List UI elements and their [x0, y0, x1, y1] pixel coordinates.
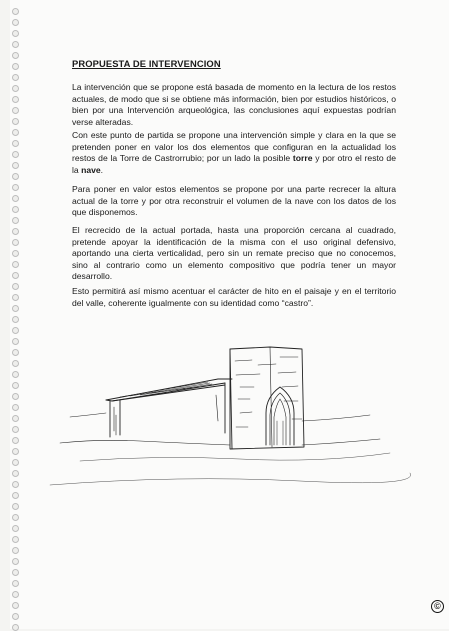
- binder-hole: [12, 239, 19, 246]
- binder-hole: [12, 96, 19, 103]
- binder-hole: [12, 371, 19, 378]
- binder-hole: [12, 470, 19, 477]
- paragraph-2-bold-torre: torre: [292, 153, 313, 164]
- binder-hole: [12, 140, 19, 147]
- binder-hole: [12, 349, 19, 356]
- binder-hole: [12, 360, 19, 367]
- binder-hole: [12, 404, 19, 411]
- nave-walls: [110, 383, 225, 437]
- copyright-mark: ©: [431, 600, 444, 613]
- binder-hole: [12, 415, 19, 422]
- paragraph-2-text-c: .: [100, 164, 104, 175]
- binder-hole: [12, 503, 19, 510]
- binder-hole: [12, 52, 19, 59]
- ground-line: [60, 440, 230, 445]
- binder-hole: [12, 118, 19, 125]
- binder-hole: [12, 151, 19, 158]
- binder-hole: [12, 624, 19, 631]
- binder-hole: [12, 217, 19, 224]
- binder-hole: [12, 74, 19, 81]
- binder-hole: [12, 536, 19, 543]
- paragraph-2-text-b: y por otro el resto de la: [72, 153, 396, 175]
- binder-hole: [12, 459, 19, 466]
- binder-hole: [12, 206, 19, 213]
- binder-hole: [12, 393, 19, 400]
- binder-hole: [12, 173, 19, 180]
- binder-hole: [12, 547, 19, 554]
- binder-hole: [12, 250, 19, 257]
- binder-hole: [12, 382, 19, 389]
- binder-hole: [12, 580, 19, 587]
- binder-hole: [12, 228, 19, 235]
- binder-hole: [12, 261, 19, 268]
- binder-hole: [12, 602, 19, 609]
- binder-holes: [10, 0, 22, 629]
- binder-hole: [12, 514, 19, 521]
- binder-hole: [12, 437, 19, 444]
- binder-hole: [12, 283, 19, 290]
- binder-hole: [12, 613, 19, 620]
- binder-hole: [12, 492, 19, 499]
- binder-hole: [12, 305, 19, 312]
- church-tower-sketch: [40, 335, 420, 515]
- binder-hole: [12, 558, 19, 565]
- binder-hole: [12, 327, 19, 334]
- binder-hole: [12, 294, 19, 301]
- page-title: PROPUESTA DE INTERVENCION: [72, 58, 221, 69]
- binder-hole: [12, 272, 19, 279]
- binder-hole: [12, 129, 19, 136]
- paragraph-4: El recrecido de la actual portada, hasta una proporción cercana al cuadrado, pretende apoyar la identificación de la misma con el uso original defensivo, aportando una cierta verticalidad, pero sin un remate preciso que no conocemos, sino al contrario como un elemento compositivo que podría tener un mayor desarrollo.: [72, 225, 396, 282]
- tower-outline: [230, 347, 304, 449]
- paragraph-3: Para poner en valor estos elementos se propone por una parte recrecer la altura actual de la torre y por otra reconstruir el volumen de la nave con los datos de los que disponemos.: [72, 184, 396, 218]
- binder-hole: [12, 85, 19, 92]
- document-page: [10, 0, 449, 629]
- binder-hole: [12, 41, 19, 48]
- binder-hole: [12, 195, 19, 202]
- paragraph-2: [72, 130, 396, 176]
- paragraph-2-text-a: Con este punto de partida se propone una intervención simple y clara en la que se pretenden poner en valor los dos elementos que configuran en la actualidad los restos de la Torre de Castrorrubio; por un lado la posible: [72, 130, 396, 164]
- binder-hole: [12, 63, 19, 70]
- binder-hole: [12, 525, 19, 532]
- binder-hole: [12, 162, 19, 169]
- binder-hole: [12, 19, 19, 26]
- binder-hole: [12, 448, 19, 455]
- binder-hole: [12, 30, 19, 37]
- binder-hole: [12, 481, 19, 488]
- binder-hole: [12, 316, 19, 323]
- binder-hole: [12, 8, 19, 15]
- binder-hole: [12, 426, 19, 433]
- paragraph-5: Esto permitirá así mismo acentuar el carácter de hito en el paisaje y en el territorio del valle, coherente igualmente con su identidad como “castro”.: [72, 286, 396, 308]
- binder-hole: [12, 184, 19, 191]
- binder-hole: [12, 591, 19, 598]
- binder-hole: [12, 569, 19, 576]
- paragraph-2-bold-nave: nave: [81, 164, 101, 175]
- binder-hole: [12, 107, 19, 114]
- paragraph-1: La intervención que se propone está basada de momento en la lectura de los restos actuales, de modo que si se obtiene más información, bien por estudios históricos, o bien por una Intervención arqueológica, las conclusiones aquí expuestas podrían verse alteradas.: [72, 82, 396, 127]
- binder-hole: [12, 338, 19, 345]
